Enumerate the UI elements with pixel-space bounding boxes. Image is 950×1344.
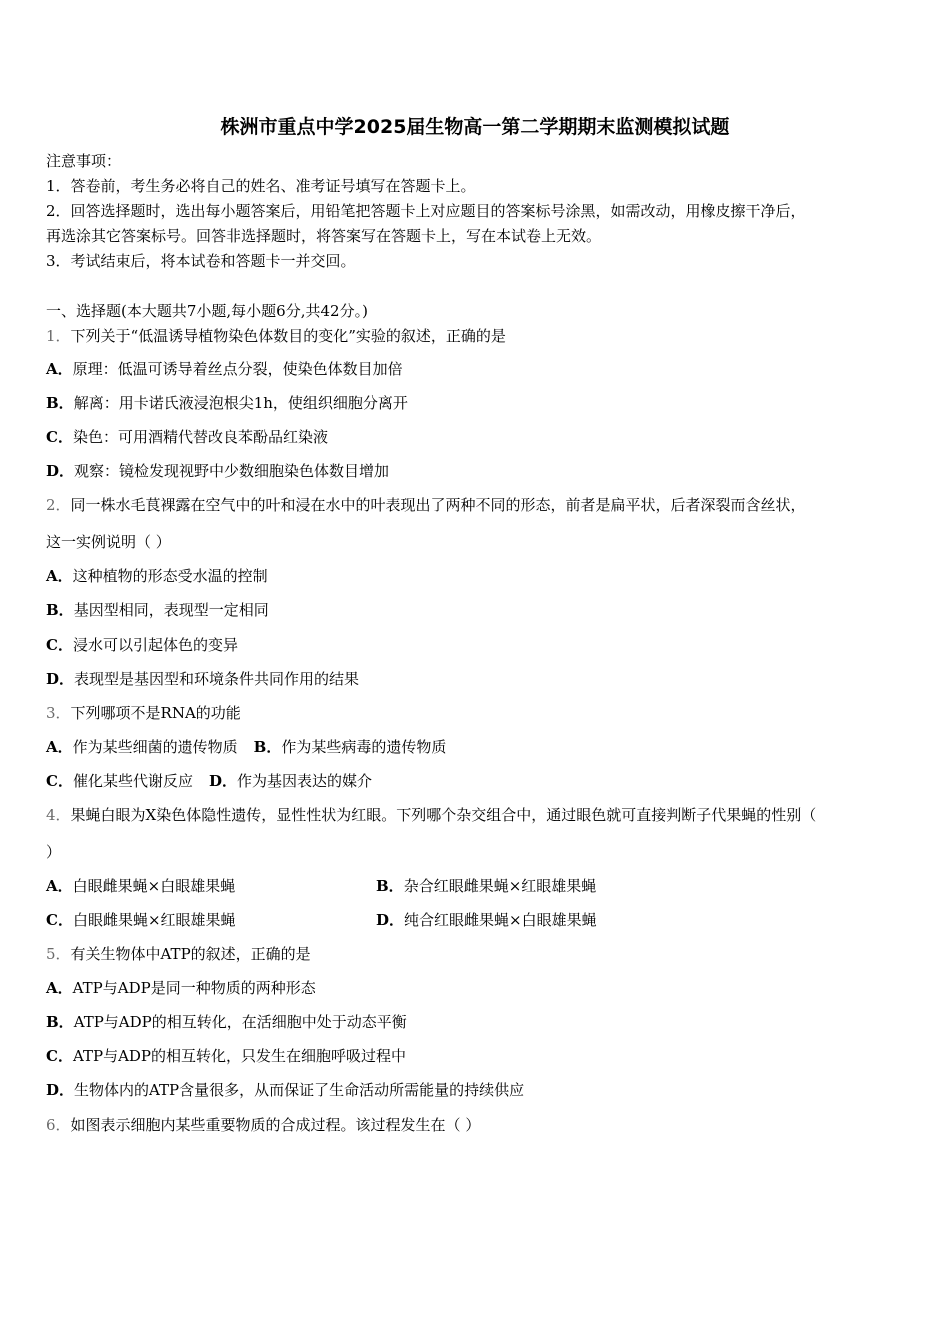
question-stem: 下列关于“低温诱导植物染色体数目的变化”实验的叙述，正确的是 (70, 327, 506, 345)
option-text: 白眼雌果蝇×白眼雄果蝇 (72, 877, 236, 895)
option-text: 原理：低温可诱导着丝点分裂，使染色体数目加倍 (72, 360, 403, 378)
option-letter: D． (208, 772, 237, 790)
question-4 (46, 806, 816, 824)
question-4-line-2: ） (46, 843, 62, 861)
question-stem: 如图表示细胞内某些重要物质的合成过程。该过程发生在（ ） (70, 1116, 481, 1134)
q4-option-b (376, 877, 596, 895)
option-letter: D． (46, 1081, 75, 1099)
q3-options-cd (46, 772, 372, 790)
option-text: 作为某些病毒的遗传物质 (281, 738, 447, 756)
q4-option-c (46, 911, 236, 929)
q1-option-c (46, 428, 328, 446)
question-stem: 果蝇白眼为X染色体隐性遗传，显性性状为红眼。下列哪个杂交组合中，通过眼色就可直接判断子代果蝇的性别（ (70, 806, 817, 824)
q4-option-d (376, 911, 597, 929)
option-letter: D． (376, 911, 405, 929)
option-letter: A． (46, 738, 73, 756)
q2-option-a (46, 567, 268, 585)
option-letter: C． (46, 911, 73, 929)
option-text: ATP与ADP的相互转化，只发生在细胞呼吸过程中 (72, 1047, 407, 1065)
option-text: 催化某些代谢反应 (72, 772, 193, 790)
option-letter: B． (46, 601, 74, 619)
option-text: 生物体内的ATP含量很多，从而保证了生命活动所需能量的持续供应 (74, 1081, 525, 1099)
option-text: 浸水可以引起体色的变异 (72, 636, 238, 654)
question-5 (46, 945, 311, 963)
notice-item-2-line-1: 2．回答选择题时，选出每小题答案后，用铅笔把答题卡上对应题目的答案标号涂黑，如需改动，用橡皮擦干净后， (46, 202, 806, 220)
option-text: 这种植物的形态受水温的控制 (72, 567, 268, 585)
option-text: 纯合红眼雌果蝇×白眼雄果蝇 (404, 911, 597, 929)
question-number: 5． (46, 945, 71, 963)
q1-option-a (46, 360, 403, 378)
notice-heading: 注意事项： (46, 152, 122, 170)
q2-option-b (46, 601, 269, 619)
option-letter: C． (46, 636, 73, 654)
question-1 (46, 327, 506, 345)
notice-item-2-line-2: 再选涂其它答案标号。回答非选择题时，将答案写在答题卡上，写在本试卷上无效。 (46, 227, 602, 245)
question-stem: 下列哪项不是RNA的功能 (70, 704, 241, 722)
question-stem: 有关生物体中ATP的叙述，正确的是 (70, 945, 311, 963)
q5-option-d (46, 1081, 524, 1099)
q5-option-b (46, 1013, 407, 1031)
question-number: 1． (46, 327, 71, 345)
q1-option-d (46, 462, 389, 480)
option-letter: B． (46, 394, 74, 412)
option-text: 作为基因表达的媒介 (236, 772, 372, 790)
option-text: 白眼雌果蝇×红眼雄果蝇 (72, 911, 236, 929)
q3-options-ab (46, 738, 446, 756)
option-text: 基因型相同，表现型一定相同 (73, 601, 269, 619)
option-letter: B． (376, 877, 404, 895)
option-letter: C． (46, 1047, 73, 1065)
option-text: 杂合红眼雌果蝇×红眼雄果蝇 (403, 877, 597, 895)
option-text: 染色：可用酒精代替改良苯酚品红染液 (72, 428, 328, 446)
option-letter: A． (46, 567, 73, 585)
option-letter: B． (46, 1013, 74, 1031)
option-letter: A． (46, 360, 73, 378)
notice-item-3: 3．考试结束后，将本试卷和答题卡一并交回。 (46, 252, 356, 270)
option-letter: A． (46, 877, 73, 895)
question-number: 2． (46, 496, 71, 514)
option-letter: B． (253, 738, 282, 756)
option-text: 作为某些细菌的遗传物质 (72, 738, 238, 756)
question-stem: 同一株水毛茛裸露在空气中的叶和浸在水中的叶表现出了两种不同的形态，前者是扁平状，后者深裂而含丝状， (70, 496, 806, 514)
q5-option-a (46, 979, 316, 997)
notice-item-1: 1．答卷前，考生务必将自己的姓名、准考证号填写在答题卡上。 (46, 177, 476, 195)
q2-option-d (46, 670, 359, 688)
page-title: 株洲市重点中学2025届生物高一第二学期期末监测模拟试题 (220, 116, 730, 138)
option-text: 表现型是基因型和环境条件共同作用的结果 (74, 670, 360, 688)
option-text: 观察：镜检发现视野中少数细胞染色体数目增加 (74, 462, 390, 480)
option-letter: D． (46, 670, 75, 688)
q4-option-a (46, 877, 235, 895)
option-text: 解离：用卡诺氏液浸泡根尖1h，使组织细胞分离开 (73, 394, 408, 412)
question-2-line-2: 这一实例说明（ ） (46, 533, 171, 551)
question-3 (46, 704, 241, 722)
question-6 (46, 1116, 480, 1134)
option-text: ATP与ADP是同一种物质的两种形态 (72, 979, 316, 997)
option-letter: C． (46, 772, 73, 790)
question-number: 4． (46, 806, 71, 824)
option-text: ATP与ADP的相互转化，在活细胞中处于动态平衡 (73, 1013, 407, 1031)
question-2 (46, 496, 806, 514)
section-heading: 一、选择题(本大题共7小题,每小题6分,共42分。) (46, 302, 368, 320)
option-letter: C． (46, 428, 73, 446)
q5-option-c (46, 1047, 406, 1065)
question-number: 6． (46, 1116, 71, 1134)
question-number: 3． (46, 704, 71, 722)
q1-option-b (46, 394, 408, 412)
q2-option-c (46, 636, 238, 654)
option-letter: D． (46, 462, 75, 480)
option-letter: A． (46, 979, 73, 997)
